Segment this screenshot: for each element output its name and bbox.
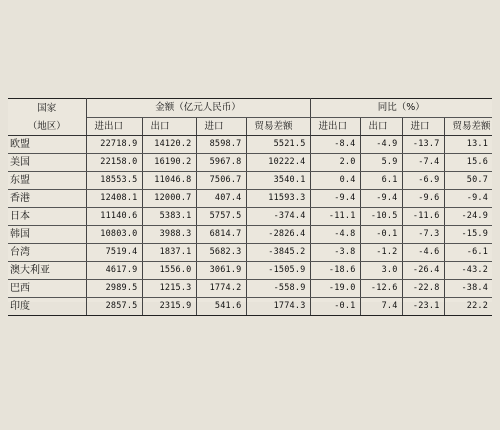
cell-yoy-export: -1.2 xyxy=(360,244,402,262)
cell-yoy-export: -10.5 xyxy=(360,208,402,226)
cell-yoy-total: -3.8 xyxy=(310,244,360,262)
table-row xyxy=(8,154,492,172)
cell-yoy-import: -7.3 xyxy=(402,226,444,244)
cell-amount-balance: 5521.5 xyxy=(246,136,310,154)
cell-amount-import: 5757.5 xyxy=(196,208,246,226)
column-header-amount-total: 进出口 xyxy=(86,118,142,136)
cell-amount-balance: 1774.3 xyxy=(246,298,310,316)
cell-yoy-total: -4.8 xyxy=(310,226,360,244)
cell-yoy-export: -9.4 xyxy=(360,190,402,208)
cell-yoy-import: -13.7 xyxy=(402,136,444,154)
cell-yoy-export: 6.1 xyxy=(360,172,402,190)
cell-amount-export: 11046.8 xyxy=(142,172,196,190)
cell-amount-balance: -2826.4 xyxy=(246,226,310,244)
column-header-yoy-total: 进出口 xyxy=(310,118,360,136)
column-header-yoy-import: 进口 xyxy=(402,118,444,136)
cell-yoy-balance: 22.2 xyxy=(444,298,492,316)
cell-amount-import: 407.4 xyxy=(196,190,246,208)
cell-yoy-balance: -15.9 xyxy=(444,226,492,244)
country-cell: 澳大利亚 xyxy=(8,262,86,280)
cell-amount-balance: 10222.4 xyxy=(246,154,310,172)
column-header-amount-balance: 贸易差额 xyxy=(246,118,310,136)
cell-amount-export: 16190.2 xyxy=(142,154,196,172)
cell-yoy-total: -9.4 xyxy=(310,190,360,208)
country-cell: 日本 xyxy=(8,208,86,226)
cell-amount-balance: -374.4 xyxy=(246,208,310,226)
cell-yoy-import: -11.6 xyxy=(402,208,444,226)
cell-amount-total: 7519.4 xyxy=(86,244,142,262)
cell-amount-import: 541.6 xyxy=(196,298,246,316)
cell-yoy-total: -18.6 xyxy=(310,262,360,280)
table-row xyxy=(8,208,492,226)
trade-table xyxy=(8,98,492,316)
country-cell: 巴西 xyxy=(8,280,86,298)
cell-amount-balance: 11593.3 xyxy=(246,190,310,208)
cell-amount-export: 12000.7 xyxy=(142,190,196,208)
table-row xyxy=(8,226,492,244)
cell-yoy-import: -7.4 xyxy=(402,154,444,172)
cell-amount-import: 6814.7 xyxy=(196,226,246,244)
yoy-group-header: 同比（%） xyxy=(310,99,492,118)
cell-yoy-total: 0.4 xyxy=(310,172,360,190)
cell-amount-balance: -558.9 xyxy=(246,280,310,298)
column-header-yoy-export: 出口 xyxy=(360,118,402,136)
cell-amount-export: 3988.3 xyxy=(142,226,196,244)
cell-yoy-export: -0.1 xyxy=(360,226,402,244)
cell-yoy-balance: -6.1 xyxy=(444,244,492,262)
cell-yoy-total: -11.1 xyxy=(310,208,360,226)
cell-yoy-export: -12.6 xyxy=(360,280,402,298)
cell-yoy-import: -22.8 xyxy=(402,280,444,298)
cell-yoy-balance: 50.7 xyxy=(444,172,492,190)
cell-yoy-total: -0.1 xyxy=(310,298,360,316)
cell-yoy-total: 2.0 xyxy=(310,154,360,172)
cell-amount-export: 5383.1 xyxy=(142,208,196,226)
table-row xyxy=(8,190,492,208)
cell-yoy-import: -26.4 xyxy=(402,262,444,280)
cell-amount-total: 4617.9 xyxy=(86,262,142,280)
table-body xyxy=(8,136,492,316)
cell-amount-export: 1215.3 xyxy=(142,280,196,298)
cell-amount-import: 3061.9 xyxy=(196,262,246,280)
cell-yoy-balance: -38.4 xyxy=(444,280,492,298)
cell-amount-total: 18553.5 xyxy=(86,172,142,190)
cell-yoy-import: -23.1 xyxy=(402,298,444,316)
cell-yoy-import: -9.6 xyxy=(402,190,444,208)
cell-amount-total: 2857.5 xyxy=(86,298,142,316)
column-header-amount-import: 进口 xyxy=(196,118,246,136)
cell-amount-import: 7506.7 xyxy=(196,172,246,190)
cell-yoy-export: 5.9 xyxy=(360,154,402,172)
cell-amount-import: 5682.3 xyxy=(196,244,246,262)
country-cell: 美国 xyxy=(8,154,86,172)
country-cell: 香港 xyxy=(8,190,86,208)
cell-yoy-balance: -24.9 xyxy=(444,208,492,226)
cell-amount-import: 5967.8 xyxy=(196,154,246,172)
table-row xyxy=(8,244,492,262)
cell-yoy-export: 7.4 xyxy=(360,298,402,316)
country-cell: 东盟 xyxy=(8,172,86,190)
cell-amount-export: 2315.9 xyxy=(142,298,196,316)
cell-amount-balance: -1505.9 xyxy=(246,262,310,280)
cell-yoy-total: -19.0 xyxy=(310,280,360,298)
cell-amount-total: 2989.5 xyxy=(86,280,142,298)
cell-yoy-total: -8.4 xyxy=(310,136,360,154)
cell-amount-export: 14120.2 xyxy=(142,136,196,154)
cell-amount-balance: 3540.1 xyxy=(246,172,310,190)
country-cell: 韩国 xyxy=(8,226,86,244)
country-header-region: （地区） xyxy=(8,118,86,136)
cell-amount-export: 1556.0 xyxy=(142,262,196,280)
table-row xyxy=(8,262,492,280)
cell-yoy-export: 3.0 xyxy=(360,262,402,280)
table-row xyxy=(8,280,492,298)
cell-yoy-import: -6.9 xyxy=(402,172,444,190)
country-cell: 欧盟 xyxy=(8,136,86,154)
cell-yoy-export: -4.9 xyxy=(360,136,402,154)
cell-amount-total: 22718.9 xyxy=(86,136,142,154)
cell-amount-export: 1837.1 xyxy=(142,244,196,262)
country-cell: 印度 xyxy=(8,298,86,316)
table-row xyxy=(8,298,492,316)
country-cell: 台湾 xyxy=(8,244,86,262)
cell-amount-total: 12408.1 xyxy=(86,190,142,208)
cell-yoy-import: -4.6 xyxy=(402,244,444,262)
cell-amount-total: 10803.0 xyxy=(86,226,142,244)
column-header-amount-export: 出口 xyxy=(142,118,196,136)
cell-amount-import: 8598.7 xyxy=(196,136,246,154)
cell-yoy-balance: 15.6 xyxy=(444,154,492,172)
table-row xyxy=(8,172,492,190)
table-row xyxy=(8,136,492,154)
amount-group-header: 金额（亿元人民币） xyxy=(86,99,310,118)
cell-amount-balance: -3845.2 xyxy=(246,244,310,262)
cell-yoy-balance: -9.4 xyxy=(444,190,492,208)
country-header: 国家 xyxy=(8,99,86,118)
trade-table-container xyxy=(8,98,492,312)
cell-amount-total: 11140.6 xyxy=(86,208,142,226)
cell-amount-total: 22158.0 xyxy=(86,154,142,172)
cell-amount-import: 1774.2 xyxy=(196,280,246,298)
column-header-yoy-balance: 贸易差额 xyxy=(444,118,492,136)
cell-yoy-balance: -43.2 xyxy=(444,262,492,280)
cell-yoy-balance: 13.1 xyxy=(444,136,492,154)
